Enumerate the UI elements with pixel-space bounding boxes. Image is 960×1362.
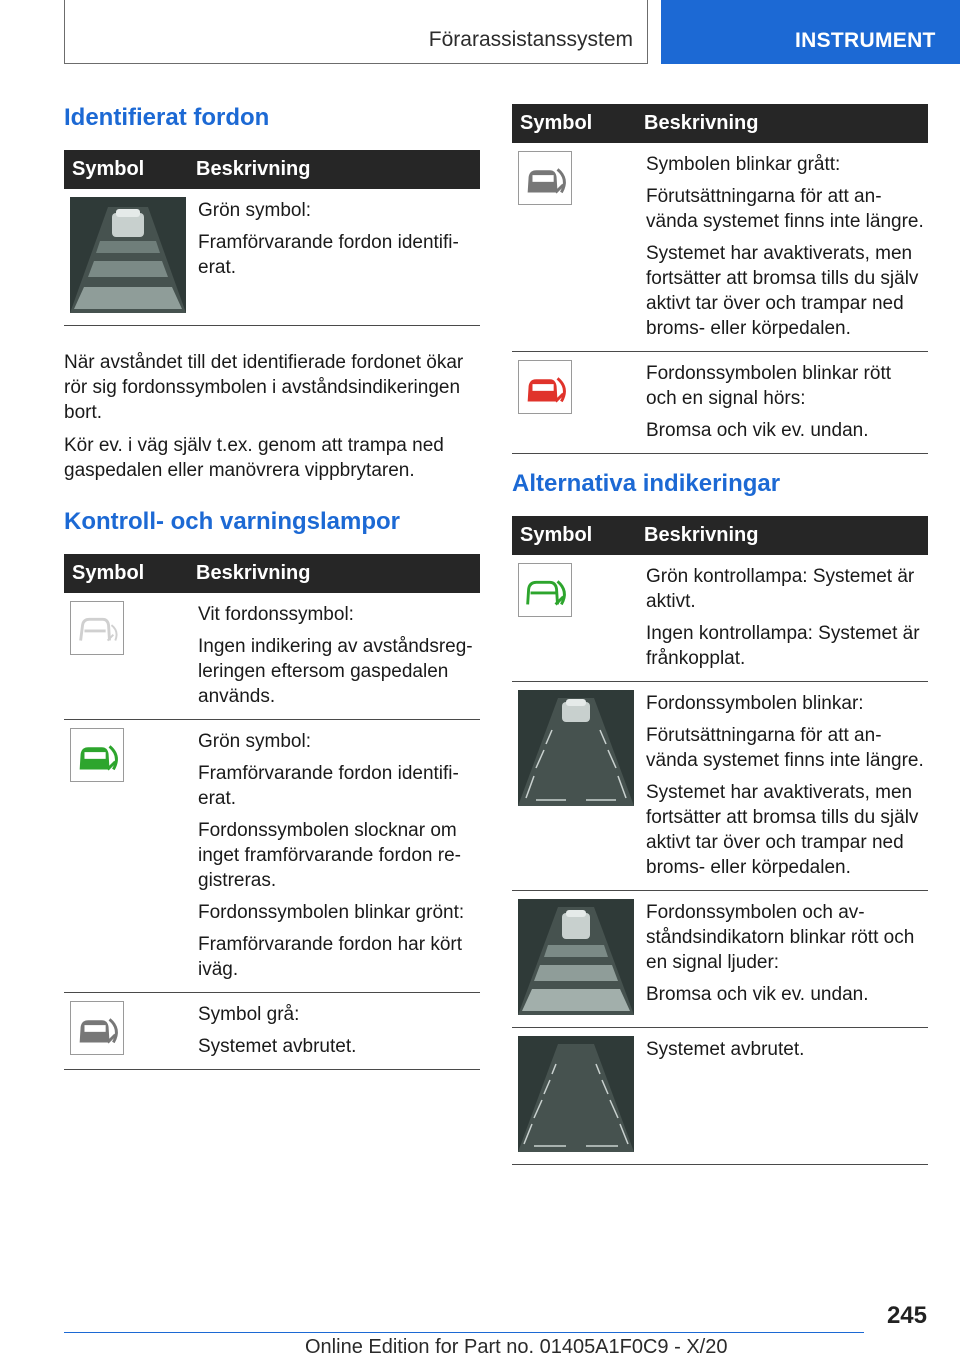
page-number: 245 bbox=[886, 1302, 927, 1329]
col-symbol-header: Symbol bbox=[64, 554, 188, 593]
vehicle-gray-icon bbox=[70, 1001, 124, 1055]
row-description: Systemet avbrutet. bbox=[636, 1028, 928, 1165]
vehicle-green-outline-icon bbox=[518, 563, 572, 617]
table-row bbox=[512, 555, 928, 682]
row-description: Symbol grå: Systemet avbrutet. bbox=[188, 993, 480, 1070]
table-row bbox=[64, 189, 480, 326]
col-desc-header: Beskrivning bbox=[188, 150, 480, 189]
road-car-bars-image bbox=[518, 899, 634, 1015]
col-symbol-header: Symbol bbox=[512, 516, 636, 555]
header-section-box bbox=[64, 0, 648, 64]
table-row bbox=[512, 682, 928, 891]
table-row bbox=[64, 720, 480, 993]
table-header-row bbox=[512, 104, 928, 143]
vehicle-white-icon bbox=[70, 601, 124, 655]
chapter-tab[interactable] bbox=[661, 0, 960, 64]
row-description: Fordonssymbolen blinkar: Förutsättningarna för att an-vända systemet finns inte längre. Systemet har avaktiverats, men fortsätter att bromsa tills du själv aktivt tar över och trampar ned broms- eller körpedalen. bbox=[636, 682, 928, 891]
alternative-indications-table bbox=[512, 516, 928, 1165]
heading-alternative-indications: Alternativa indikeringar bbox=[512, 470, 781, 497]
row-description: Fordonssymbolen och av-ståndsindikatorn blinkar rött och en signal ljuder: Bromsa och vik ev. undan. bbox=[636, 891, 928, 1028]
road-empty-image bbox=[518, 1036, 634, 1152]
col-symbol-header: Symbol bbox=[512, 104, 636, 143]
road-car-green-image bbox=[70, 197, 186, 313]
paragraph-drive-off: Kör ev. i väg själv t.ex. genom att trampa ned gaspedalen eller manövrera vippbrytaren. bbox=[64, 435, 444, 481]
table-header-row bbox=[64, 150, 480, 189]
row-description: Fordonssymbolen blinkar rött och en signal hörs: Bromsa och vik ev. undan. bbox=[636, 352, 928, 454]
row-description: Grön symbol: Framförvarande fordon identifi-erat. Fordonssymbolen slocknar om inget framförvarande fordon re-gistreras. Fordonssymbolen blinkar grönt: Framförvarande fordon har kört iväg. bbox=[188, 720, 480, 993]
col-desc-header: Beskrivning bbox=[636, 104, 928, 143]
row-description: Vit fordonssymbol: Ingen indikering av avståndsreg-leringen eftersom gaspedalen används. bbox=[188, 593, 480, 720]
identified-vehicle-table bbox=[64, 150, 480, 326]
table-header-row bbox=[64, 554, 480, 593]
edition-footer: Online Edition for Part no. 01405A1F0C9 - X/20 bbox=[305, 1336, 728, 1358]
table-row bbox=[512, 143, 928, 352]
heading-identified-vehicle: Identifierat fordon bbox=[64, 104, 270, 131]
road-car-gray-image bbox=[518, 690, 634, 806]
paragraph-distance: När avståndet till det identifierade fordonet ökar rör sig fordonssymbolen i avståndsindikeringen bort. bbox=[64, 352, 464, 423]
table-row bbox=[64, 593, 480, 720]
table-row bbox=[512, 352, 928, 454]
col-symbol-header: Symbol bbox=[64, 150, 188, 189]
table-row bbox=[64, 993, 480, 1070]
warning-lamps-table bbox=[64, 554, 480, 1070]
section-title: Förarassistanssystem bbox=[428, 28, 633, 51]
col-desc-header: Beskrivning bbox=[188, 554, 480, 593]
table-row bbox=[512, 891, 928, 1028]
row-description: Symbolen blinkar grått: Förutsättningarna för att an-vända systemet finns inte längre. Systemet har avaktiverats, men fortsätter att bromsa tills du själv aktivt tar över och trampar ned broms- eller körpedalen. bbox=[636, 143, 928, 352]
chapter-tab-label: INSTRUMENT bbox=[795, 29, 936, 52]
vehicle-status-table bbox=[512, 104, 928, 454]
vehicle-gray-icon bbox=[518, 151, 572, 205]
row-description: Grön kontrollampa: Systemet är aktivt. Ingen kontrollampa: Systemet är frånkopplat. bbox=[636, 555, 928, 682]
footer-divider bbox=[64, 1332, 864, 1333]
vehicle-red-icon bbox=[518, 360, 572, 414]
vehicle-green-icon bbox=[70, 728, 124, 782]
row-description: Grön symbol: Framförvarande fordon identifi-erat. bbox=[188, 189, 480, 326]
heading-warning-lamps: Kontroll- och varningslampor bbox=[64, 508, 401, 535]
table-header-row bbox=[512, 516, 928, 555]
col-desc-header: Beskrivning bbox=[636, 516, 928, 555]
table-row bbox=[512, 1028, 928, 1165]
